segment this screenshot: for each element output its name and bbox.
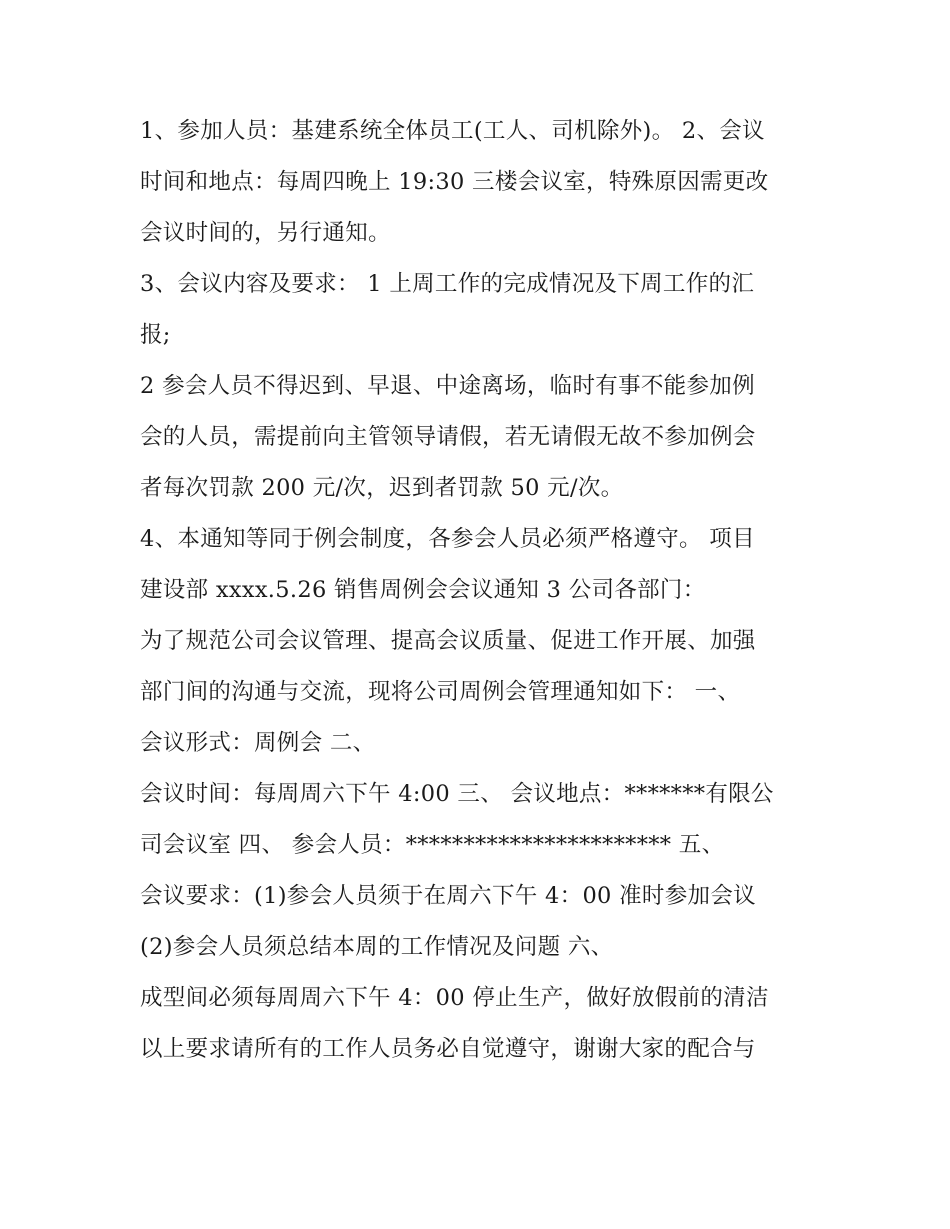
text-line-14: 会议时间：每周周六下午 4:00 三、 会议地点：*******有限公 xyxy=(140,781,774,807)
text-line-17: (2)参会人员须总结本周的工作情况及问题 六、 xyxy=(140,934,614,960)
text-line-7: 会的人员，需提前向主管领导请假，若无请假无故不参加例会 xyxy=(140,424,756,450)
text-line-8: 者每次罚款 200 元/次，迟到者罚款 50 元/次。 xyxy=(140,475,624,501)
text-line-12: 部门间的沟通与交流，现将公司周例会管理通知如下： 一、 xyxy=(140,679,741,705)
text-line-13: 会议形式：周例会 二、 xyxy=(140,730,376,756)
text-line-19: 以上要求请所有的工作人员务必自觉遵守，谢谢大家的配合与 xyxy=(140,1036,756,1062)
text-line-15: 司会议室 四、 参会人员：*********************** 五、 xyxy=(140,832,725,858)
text-line-16: 会议要求：(1)参会人员须于在周六下午 4：00 准时参加会议 xyxy=(140,883,756,909)
text-line-18: 成型间必须每周周六下午 4：00 停止生产，做好放假前的清洁 xyxy=(140,985,769,1011)
text-line-1: 1、参加人员：基建系统全体员工(工人、司机除外)。 2、会议 xyxy=(140,118,765,144)
text-line-9: 4、本通知等同于例会制度，各参会人员必须严格遵守。 项目 xyxy=(140,526,755,552)
text-line-11: 为了规范公司会议管理、提高会议质量、促进工作开展、加强 xyxy=(140,628,756,654)
text-line-2: 时间和地点：每周四晚上 19:30 三楼会议室，特殊原因需更改 xyxy=(140,169,769,195)
text-line-10: 建设部 xxxx.5.26 销售周例会会议通知 3 公司各部门： xyxy=(140,577,706,603)
text-line-5: 报; xyxy=(140,322,171,348)
text-line-6: 2 参会人员不得迟到、早退、中途离场，临时有事不能参加例 xyxy=(140,373,755,399)
text-line-3: 会议时间的，另行通知。 xyxy=(140,220,391,246)
document-body xyxy=(140,106,830,1075)
text-line-4: 3、会议内容及要求： 1 上周工作的完成情况及下周工作的汇 xyxy=(140,271,755,297)
